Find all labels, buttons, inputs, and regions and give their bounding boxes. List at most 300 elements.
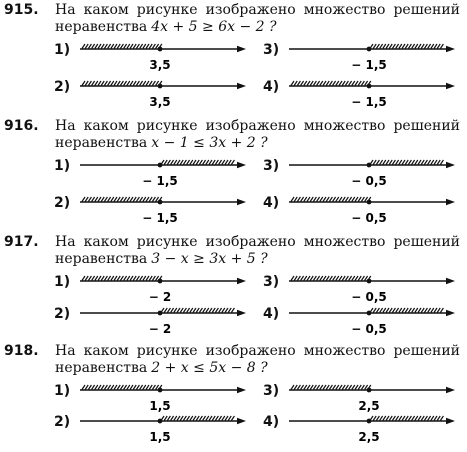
hatch-mark: [304, 197, 307, 202]
hatch-mark: [82, 81, 85, 86]
hatch-mark: [193, 416, 196, 421]
hatch-mark: [146, 197, 149, 202]
hatch-mark: [352, 197, 355, 202]
hatch-mark: [136, 385, 139, 390]
option-3[interactable]: [263, 274, 463, 310]
boundary-point: [367, 200, 372, 205]
number-line: [76, 414, 251, 452]
hatch-mark: [402, 308, 405, 313]
hatch-mark: [101, 81, 104, 86]
hatch-mark: [146, 276, 149, 281]
hatch-mark: [98, 81, 101, 86]
hatch-mark: [108, 81, 111, 86]
hatch-mark: [304, 385, 307, 390]
hatch-mark: [396, 308, 399, 313]
hatch-mark: [437, 308, 440, 313]
hatch-mark: [352, 276, 355, 281]
boundary-value-label: − 2: [148, 322, 172, 336]
hatch-mark: [133, 44, 136, 49]
hatch-mark: [117, 197, 120, 202]
hatch-mark: [408, 416, 411, 421]
hatch-mark: [317, 81, 320, 86]
hatch-mark: [421, 308, 424, 313]
hatch-mark: [101, 276, 104, 281]
hatch-mark: [95, 385, 98, 390]
hatch-mark: [104, 81, 107, 86]
hatch-mark: [136, 276, 139, 281]
hatch-marks: [370, 44, 443, 49]
hatch-mark: [199, 160, 202, 165]
hatch-mark: [177, 160, 180, 165]
hatch-marks: [161, 416, 234, 421]
hatch-mark: [111, 276, 114, 281]
hatch-mark: [342, 197, 345, 202]
option-label: 1): [54, 274, 71, 290]
hatch-mark: [219, 416, 222, 421]
boundary-point: [158, 279, 163, 284]
boundary-value-label: − 0,5: [351, 290, 387, 304]
hatch-mark: [392, 308, 395, 313]
problem-text-line2: [55, 135, 268, 152]
hatch-mark: [405, 308, 408, 313]
hatch-mark: [383, 44, 386, 49]
problem-text: На каком рисунке изображено множество решений: [55, 2, 460, 18]
hatch-marks: [82, 276, 162, 281]
hatch-mark: [412, 160, 415, 165]
hatch-mark: [405, 44, 408, 49]
hatch-mark: [339, 385, 342, 390]
axis-arrow: [237, 278, 246, 284]
hatch-marks: [82, 81, 162, 86]
hatch-marks: [291, 276, 371, 281]
option-1[interactable]: [54, 42, 254, 78]
hatch-mark: [146, 44, 149, 49]
hatch-mark: [206, 308, 209, 313]
hatch-mark: [95, 197, 98, 202]
hatch-mark: [389, 44, 392, 49]
hatch-mark: [386, 160, 389, 165]
hatch-mark: [143, 385, 146, 390]
hatch-mark: [108, 385, 111, 390]
hatch-mark: [219, 308, 222, 313]
hatch-mark: [228, 416, 231, 421]
option-label: 2): [54, 414, 71, 430]
number-line: [285, 42, 460, 80]
hatch-mark: [187, 160, 190, 165]
hatch-mark: [117, 81, 120, 86]
hatch-mark: [424, 160, 427, 165]
option-2[interactable]: [54, 306, 254, 342]
hatch-mark: [171, 308, 174, 313]
problem-text-line2: [55, 360, 268, 377]
hatch-mark: [431, 160, 434, 165]
hatch-mark: [108, 197, 111, 202]
hatch-mark: [190, 308, 193, 313]
hatch-mark: [203, 416, 206, 421]
hatch-mark: [383, 308, 386, 313]
hatch-mark: [222, 416, 225, 421]
boundary-value-label: − 1,5: [142, 211, 178, 225]
hatch-mark: [310, 276, 313, 281]
hatch-mark: [180, 160, 183, 165]
hatch-mark: [140, 197, 143, 202]
boundary-point: [158, 419, 163, 424]
hatch-mark: [136, 81, 139, 86]
hatch-mark: [373, 160, 376, 165]
hatch-mark: [85, 44, 88, 49]
hatch-mark: [301, 81, 304, 86]
problem-text-word: неравенства: [55, 251, 148, 267]
option-label: 3): [263, 274, 280, 290]
problem-text-line2: [55, 19, 277, 36]
hatch-mark: [143, 197, 146, 202]
hatch-mark: [349, 197, 352, 202]
problem-text-word: неравенства: [55, 135, 148, 151]
hatch-mark: [376, 160, 379, 165]
hatch-mark: [415, 308, 418, 313]
hatch-mark: [212, 160, 215, 165]
hatch-mark: [149, 44, 152, 49]
hatch-mark: [193, 160, 196, 165]
hatch-mark: [386, 44, 389, 49]
hatch-mark: [424, 44, 427, 49]
hatch-mark: [114, 385, 117, 390]
hatch-mark: [301, 385, 304, 390]
hatch-mark: [101, 197, 104, 202]
hatch-mark: [171, 416, 174, 421]
hatch-mark: [428, 44, 431, 49]
hatch-mark: [349, 81, 352, 86]
hatch-mark: [415, 416, 418, 421]
hatch-mark: [174, 308, 177, 313]
hatch-mark: [127, 197, 130, 202]
hatch-mark: [152, 276, 155, 281]
hatch-mark: [212, 416, 215, 421]
option-label: 1): [54, 383, 71, 399]
hatch-mark: [437, 44, 440, 49]
boundary-value-label: 1,5: [149, 399, 171, 413]
hatch-mark: [146, 81, 149, 86]
axis-arrow: [237, 199, 246, 205]
option-label: 3): [263, 158, 280, 174]
hatch-mark: [92, 81, 95, 86]
hatch-mark: [82, 385, 85, 390]
hatch-mark: [336, 276, 339, 281]
number-line: [76, 306, 251, 344]
number-line: [285, 414, 460, 452]
option-2[interactable]: [54, 195, 254, 231]
boundary-point: [158, 388, 163, 393]
axis-arrow: [237, 310, 246, 316]
hatch-mark: [133, 81, 136, 86]
hatch-mark: [183, 308, 186, 313]
hatch-mark: [333, 276, 336, 281]
option-4[interactable]: [263, 306, 463, 342]
hatch-mark: [361, 197, 364, 202]
hatch-mark: [167, 160, 170, 165]
hatch-mark: [209, 160, 212, 165]
hatch-mark: [326, 276, 329, 281]
hatch-mark: [345, 276, 348, 281]
hatch-mark: [313, 385, 316, 390]
hatch-mark: [440, 416, 443, 421]
problem-number: 918.: [4, 343, 39, 359]
hatch-mark: [310, 385, 313, 390]
number-line: [76, 195, 251, 233]
hatch-mark: [402, 44, 405, 49]
hatch-mark: [149, 385, 152, 390]
boundary-point: [158, 47, 163, 52]
hatch-mark: [415, 44, 418, 49]
hatch-mark: [396, 160, 399, 165]
hatch-mark: [225, 160, 228, 165]
hatch-mark: [355, 276, 358, 281]
hatch-mark: [333, 197, 336, 202]
option-4[interactable]: [263, 195, 463, 231]
hatch-mark: [383, 160, 386, 165]
hatch-mark: [399, 308, 402, 313]
hatch-mark: [434, 44, 437, 49]
hatch-mark: [317, 276, 320, 281]
number-line: [285, 195, 460, 233]
hatch-mark: [428, 416, 431, 421]
hatch-mark: [222, 308, 225, 313]
hatch-mark: [143, 81, 146, 86]
hatch-mark: [187, 308, 190, 313]
hatch-mark: [111, 44, 114, 49]
option-2[interactable]: [54, 79, 254, 115]
option-1[interactable]: [54, 274, 254, 310]
hatch-mark: [130, 276, 133, 281]
hatch-mark: [85, 197, 88, 202]
hatch-mark: [152, 385, 155, 390]
hatch-mark: [345, 197, 348, 202]
hatch-mark: [342, 81, 345, 86]
problem-text: На каком рисунке изображено множество решений: [55, 234, 460, 250]
hatch-mark: [124, 44, 127, 49]
hatch-mark: [396, 416, 399, 421]
hatch-mark: [85, 385, 88, 390]
hatch-mark: [376, 416, 379, 421]
hatch-mark: [380, 44, 383, 49]
hatch-mark: [149, 276, 152, 281]
hatch-mark: [143, 44, 146, 49]
option-2[interactable]: [54, 414, 254, 450]
hatch-mark: [206, 416, 209, 421]
hatch-mark: [193, 308, 196, 313]
hatch-mark: [183, 416, 186, 421]
hatch-mark: [402, 160, 405, 165]
boundary-value-label: 3,5: [149, 95, 171, 109]
hatch-mark: [95, 81, 98, 86]
hatch-mark: [320, 276, 323, 281]
hatch-mark: [412, 308, 415, 313]
hatch-mark: [164, 416, 167, 421]
option-label: 2): [54, 306, 71, 322]
axis-arrow: [237, 162, 246, 168]
hatch-mark: [117, 385, 120, 390]
hatch-mark: [88, 197, 91, 202]
problem-text: На каком рисунке изображено множество решений: [55, 118, 460, 134]
hatch-mark: [291, 276, 294, 281]
boundary-point: [367, 163, 372, 168]
hatch-mark: [104, 44, 107, 49]
hatch-mark: [98, 44, 101, 49]
hatch-mark: [82, 44, 85, 49]
hatch-mark: [323, 276, 326, 281]
hatch-mark: [326, 197, 329, 202]
hatch-mark: [320, 81, 323, 86]
hatch-mark: [310, 81, 313, 86]
hatch-mark: [127, 276, 130, 281]
hatch-mark: [124, 197, 127, 202]
hatch-mark: [231, 160, 234, 165]
hatch-mark: [127, 385, 130, 390]
hatch-mark: [215, 416, 218, 421]
hatch-mark: [345, 81, 348, 86]
hatch-mark: [320, 197, 323, 202]
hatch-mark: [294, 197, 297, 202]
hatch-mark: [440, 160, 443, 165]
hatch-mark: [418, 308, 421, 313]
hatch-mark: [228, 308, 231, 313]
inequality: 4x + 5 ≥ 6x − 2 ?: [151, 19, 277, 35]
hatch-mark: [92, 276, 95, 281]
hatch-mark: [177, 308, 180, 313]
axis-arrow: [446, 199, 455, 205]
option-4[interactable]: [263, 414, 463, 450]
axis-arrow: [446, 83, 455, 89]
inequality: 3 − x ≥ 3x + 5 ?: [151, 251, 268, 267]
hatch-mark: [428, 308, 431, 313]
number-line: [285, 158, 460, 196]
hatch-mark: [92, 197, 95, 202]
hatch-mark: [294, 385, 297, 390]
option-3[interactable]: [263, 42, 463, 78]
hatch-mark: [392, 416, 395, 421]
hatch-mark: [130, 44, 133, 49]
hatch-mark: [396, 44, 399, 49]
hatch-mark: [88, 81, 91, 86]
hatch-mark: [120, 81, 123, 86]
hatch-mark: [88, 385, 91, 390]
axis-arrow: [446, 46, 455, 52]
axis-arrow: [237, 46, 246, 52]
inequality: 2 + x ≤ 5x − 8 ?: [151, 360, 268, 376]
hatch-mark: [431, 308, 434, 313]
hatch-mark: [434, 308, 437, 313]
hatch-mark: [177, 416, 180, 421]
hatch-mark: [323, 81, 326, 86]
hatch-mark: [149, 81, 152, 86]
hatch-mark: [98, 385, 101, 390]
hatch-mark: [380, 308, 383, 313]
hatch-mark: [336, 197, 339, 202]
hatch-mark: [117, 276, 120, 281]
hatch-mark: [101, 385, 104, 390]
hatch-mark: [127, 81, 130, 86]
hatch-mark: [428, 160, 431, 165]
axis-arrow: [446, 387, 455, 393]
hatch-mark: [136, 44, 139, 49]
hatch-mark: [392, 160, 395, 165]
hatch-mark: [313, 81, 316, 86]
hatch-mark: [164, 160, 167, 165]
hatch-mark: [424, 416, 427, 421]
hatch-mark: [355, 197, 358, 202]
hatch-mark: [114, 197, 117, 202]
option-3[interactable]: [263, 158, 463, 194]
hatch-mark: [345, 385, 348, 390]
hatch-mark: [383, 416, 386, 421]
hatch-mark: [313, 276, 316, 281]
hatch-mark: [307, 197, 310, 202]
boundary-point: [158, 163, 163, 168]
hatch-mark: [199, 308, 202, 313]
hatch-mark: [114, 81, 117, 86]
option-label: 1): [54, 158, 71, 174]
hatch-mark: [180, 308, 183, 313]
axis-arrow: [237, 418, 246, 424]
hatch-mark: [104, 385, 107, 390]
hatch-mark: [389, 308, 392, 313]
hatch-mark: [412, 416, 415, 421]
hatch-mark: [212, 308, 215, 313]
hatch-mark: [152, 44, 155, 49]
hatch-mark: [399, 160, 402, 165]
hatch-mark: [98, 197, 101, 202]
hatch-mark: [431, 44, 434, 49]
axis-arrow: [446, 162, 455, 168]
hatch-mark: [140, 81, 143, 86]
option-1[interactable]: [54, 158, 254, 194]
hatch-mark: [143, 276, 146, 281]
hatch-mark: [421, 160, 424, 165]
hatch-mark: [329, 276, 332, 281]
boundary-value-label: − 2: [148, 290, 172, 304]
hatch-mark: [215, 160, 218, 165]
hatch-mark: [326, 385, 329, 390]
hatch-mark: [203, 160, 206, 165]
hatch-mark: [440, 44, 443, 49]
hatch-mark: [199, 416, 202, 421]
hatch-mark: [297, 276, 300, 281]
hatch-mark: [358, 276, 361, 281]
hatch-mark: [323, 197, 326, 202]
hatch-mark: [152, 81, 155, 86]
hatch-mark: [124, 81, 127, 86]
hatch-mark: [209, 416, 212, 421]
hatch-mark: [339, 276, 342, 281]
option-label: 4): [263, 79, 280, 95]
hatch-mark: [402, 416, 405, 421]
hatch-mark: [104, 197, 107, 202]
hatch-mark: [418, 44, 421, 49]
hatch-mark: [297, 197, 300, 202]
problem-number: 916.: [4, 118, 39, 134]
hatch-mark: [203, 308, 206, 313]
problem-text-word: неравенства: [55, 19, 148, 35]
hatch-mark: [82, 276, 85, 281]
hatch-mark: [225, 308, 228, 313]
hatch-mark: [342, 385, 345, 390]
hatch-mark: [310, 197, 313, 202]
hatch-mark: [333, 81, 336, 86]
option-4[interactable]: [263, 79, 463, 115]
option-label: 4): [263, 306, 280, 322]
hatch-mark: [373, 308, 376, 313]
hatch-mark: [361, 81, 364, 86]
